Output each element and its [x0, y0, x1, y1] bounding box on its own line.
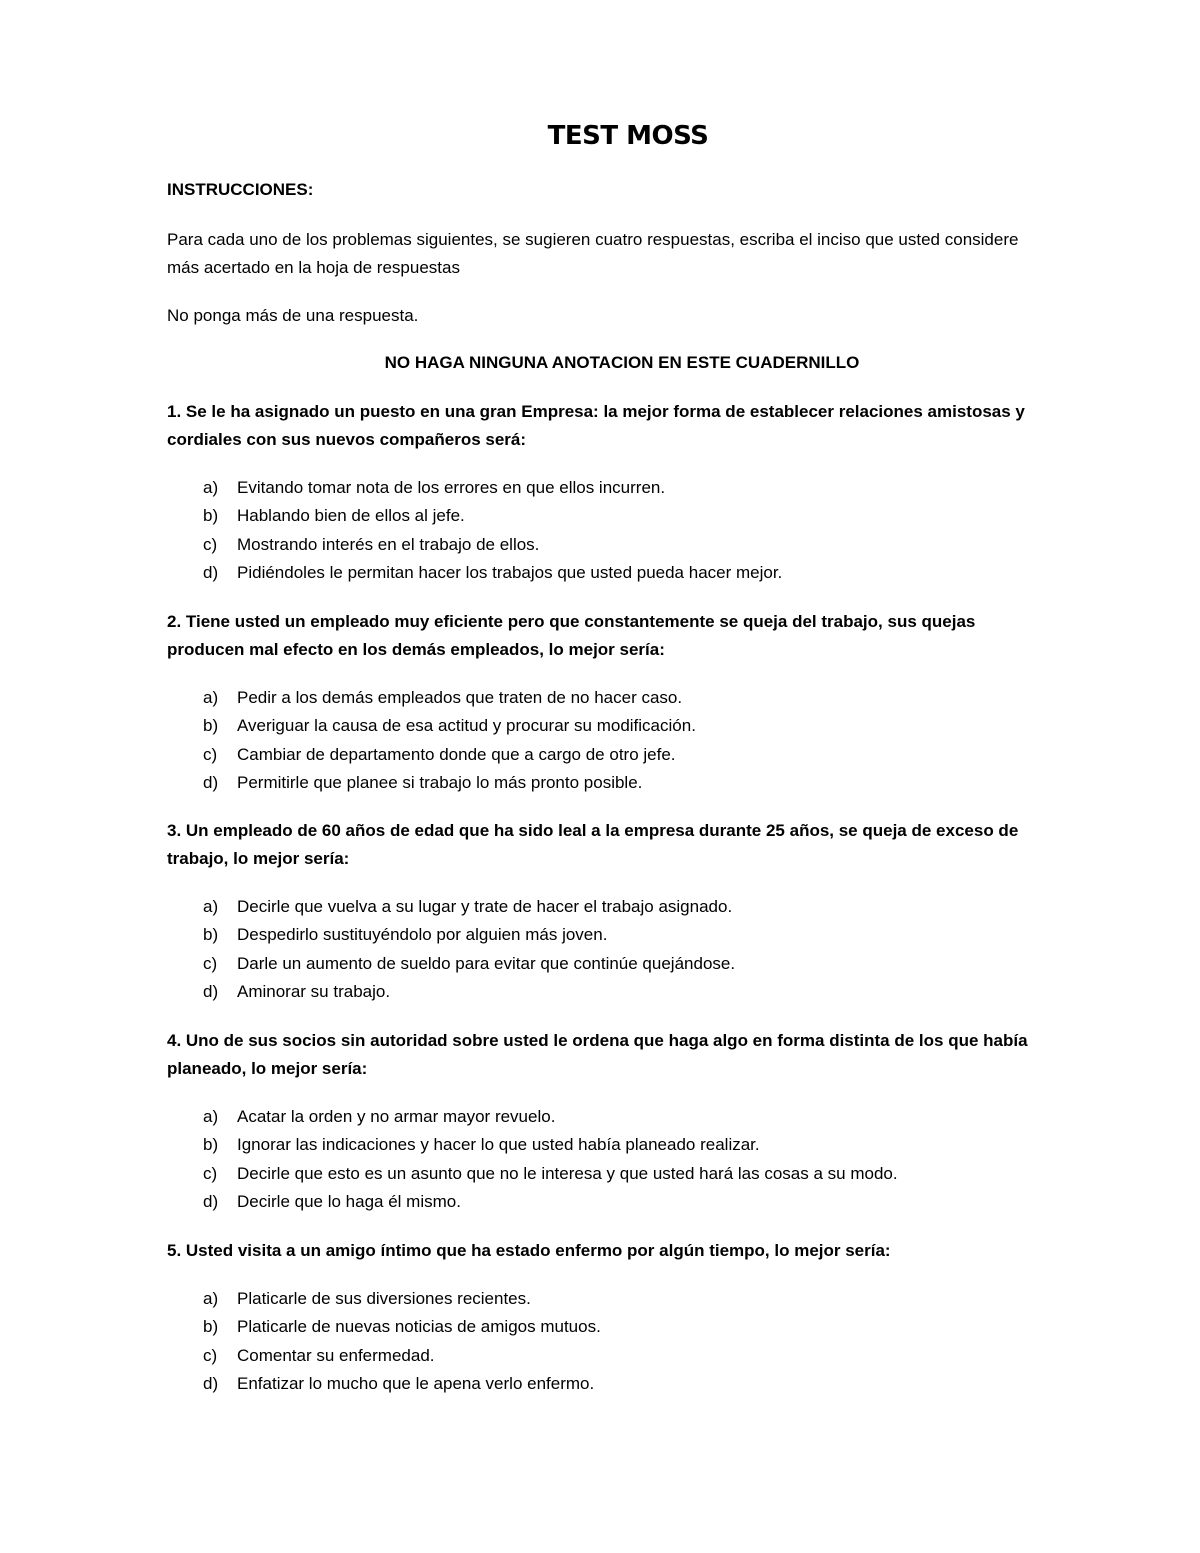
option-letter: a)	[203, 897, 219, 916]
question-text: 2. Tiene usted un empleado muy eficiente pero que constantemente se queja del trabajo, sus quejas	[167, 612, 976, 631]
option-text: Mostrando interés en el trabajo de ellos.	[237, 534, 540, 554]
option-letter: d)	[203, 1373, 219, 1393]
option-letter: a)	[203, 1289, 219, 1308]
question-text: 5. Usted visita a un amigo íntimo que ha estado enfermo por algún tiempo, lo mejor sería:	[167, 1241, 891, 1260]
instructions-note: No ponga más de una respuesta.	[167, 306, 419, 325]
option-letter: d)	[203, 772, 219, 792]
option-text: Decirle que esto es un asunto que no le interesa y que usted hará las cosas a su modo.	[237, 1163, 898, 1183]
question-text-continued: planeado, lo mejor sería:	[167, 1059, 368, 1078]
instructions-text-line2: más acertado en la hoja de respuestas	[167, 258, 460, 277]
option-letter: a)	[203, 1107, 219, 1126]
option-text: Averiguar la causa de esa actitud y procurar su modificación.	[237, 716, 696, 736]
option-letter: a)	[203, 688, 219, 707]
option-text: Comentar su enfermedad.	[237, 1345, 435, 1365]
option-text: Platicarle de nuevas noticias de amigos mutuos.	[237, 1317, 601, 1337]
option-letter: c)	[203, 953, 218, 973]
option-letter: b)	[203, 506, 219, 526]
option-letter: c)	[203, 534, 218, 554]
option-letter: d)	[203, 1191, 219, 1211]
option-text: Evitando tomar nota de los errores en que ellos incurren.	[237, 478, 666, 497]
option-letter: b)	[203, 1135, 219, 1155]
option-text: Cambiar de departamento donde que a cargo de otro jefe.	[237, 744, 676, 764]
option-text: Darle un aumento de sueldo para evitar que continúe quejándose.	[237, 953, 736, 973]
option-letter: a)	[203, 478, 219, 497]
question-text: 4. Uno de sus socios sin autoridad sobre usted le ordena que haga algo en forma distinta de los que había	[167, 1031, 1028, 1050]
option-text: Decirle que vuelva a su lugar y trate de hacer el trabajo asignado.	[237, 897, 733, 916]
option-text: Despedirlo sustituyéndolo por alguien más joven.	[237, 925, 608, 945]
question-text: 3. Un empleado de 60 años de edad que ha sido leal a la empresa durante 25 años, se queja de exceso de	[167, 821, 1019, 840]
option-text: Aminorar su trabajo.	[237, 981, 391, 1001]
question-text-continued: trabajo, lo mejor sería:	[167, 849, 350, 868]
instructions-heading: INSTRUCCIONES:	[167, 180, 314, 199]
option-text: Permitirle que planee si trabajo lo más pronto posible.	[237, 772, 643, 792]
option-letter: d)	[203, 562, 219, 582]
page-title: TEST MOSS	[547, 121, 709, 151]
option-text: Enfatizar lo mucho que le apena verlo enfermo.	[237, 1373, 595, 1393]
option-text: Acatar la orden y no armar mayor revuelo.	[237, 1107, 556, 1126]
option-text: Pidiéndoles le permitan hacer los trabajos que usted pueda hacer mejor.	[237, 562, 783, 582]
option-text: Ignorar las indicaciones y hacer lo que usted había planeado realizar.	[237, 1135, 760, 1155]
instructions-text-line1: Para cada uno de los problemas siguientes, se sugieren cuatro respuestas, escriba el inciso que usted considere	[167, 230, 1019, 249]
option-letter: b)	[203, 716, 219, 736]
option-text: Platicarle de sus diversiones recientes.	[237, 1289, 531, 1308]
option-letter: d)	[203, 981, 219, 1001]
option-text: Decirle que lo haga él mismo.	[237, 1191, 461, 1211]
option-letter: b)	[203, 925, 219, 945]
option-letter: c)	[203, 744, 218, 764]
option-text: Pedir a los demás empleados que traten de no hacer caso.	[237, 688, 683, 707]
option-letter: c)	[203, 1345, 218, 1365]
option-letter: b)	[203, 1317, 219, 1337]
option-text: Hablando bien de ellos al jefe.	[237, 506, 465, 526]
question-text-continued: cordiales con sus nuevos compañeros será:	[167, 430, 527, 449]
warning-heading: NO HAGA NINGUNA ANOTACION EN ESTE CUADERNILLO	[384, 353, 860, 372]
option-letter: c)	[203, 1163, 218, 1183]
question-text: 1. Se le ha asignado un puesto en una gran Empresa: la mejor forma de establecer relaciones amistosas y	[167, 402, 1025, 421]
question-text-continued: producen mal efecto en los demás empleados, lo mejor sería:	[167, 640, 665, 659]
